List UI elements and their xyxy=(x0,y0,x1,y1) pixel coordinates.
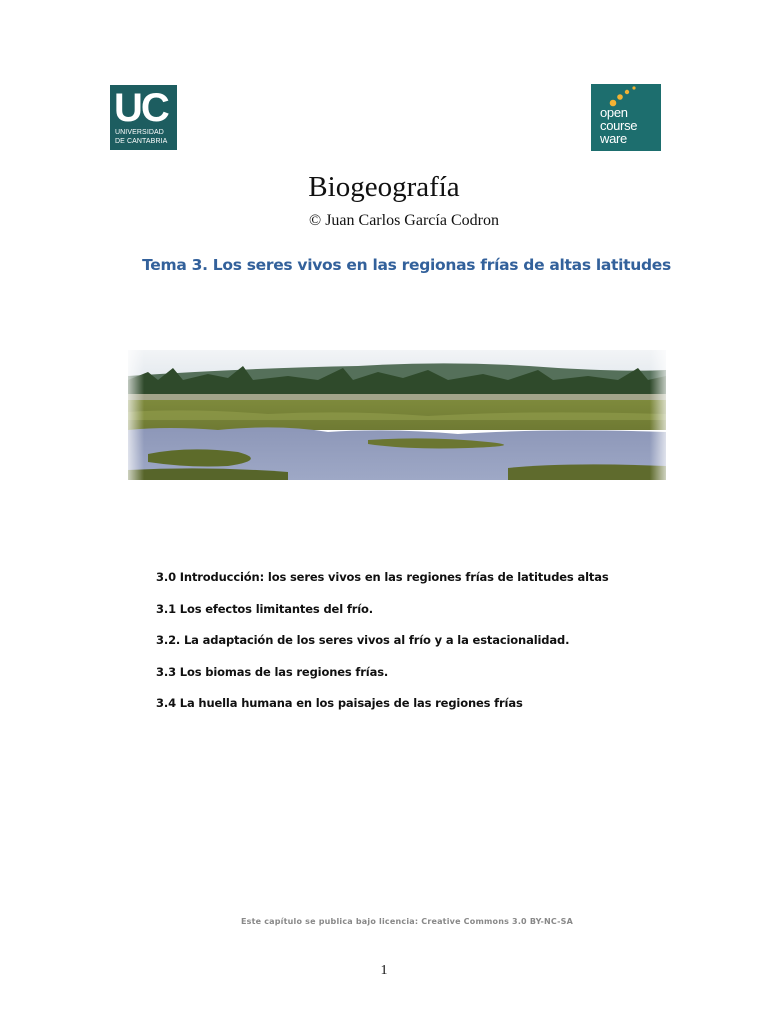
toc-item: 3.1 Los efectos limitantes del frío. xyxy=(156,601,373,616)
ocw-logo-line1: open xyxy=(600,105,628,120)
toc-item: 3.2. La adaptación de los seres vivos al frío y a la estacionalidad. xyxy=(156,633,570,647)
document-title: Biogeografía xyxy=(308,171,460,203)
ocw-logo-line3: ware xyxy=(600,131,627,146)
page-number: 1 xyxy=(380,963,388,978)
table-of-contents xyxy=(156,568,609,726)
tundra-wetland-photo xyxy=(128,350,666,480)
uc-logo-letters: UC xyxy=(114,86,168,130)
ocw-logo-text xyxy=(600,106,637,145)
uc-logo-line1: UNIVERSIDAD xyxy=(115,129,164,136)
chapter-heading: Tema 3. Los seres vivos en las regionas frías de altas latitudes xyxy=(142,256,671,274)
uc-logo-line2: DE CANTABRIA xyxy=(115,137,168,145)
ocw-logo-line2: course xyxy=(600,118,638,133)
toc-item: 3.0 Introducción: los seres vivos en las regiones frías de latitudes altas xyxy=(156,570,609,584)
toc-item: 3.4 La huella humana en los paisajes de las regiones frías xyxy=(156,696,523,710)
toc-item: 3.3 Los biomas de las regiones frías. xyxy=(156,664,389,679)
uc-logo-text xyxy=(115,129,167,146)
universidad-de-cantabria-logo xyxy=(110,85,177,150)
license-note: Este capítulo se publica bajo licencia: Creative Commons 3.0 BY-NC-SA xyxy=(240,917,574,926)
document-author: © Juan Carlos García Codron xyxy=(309,212,499,229)
opencourseware-logo xyxy=(591,84,661,151)
